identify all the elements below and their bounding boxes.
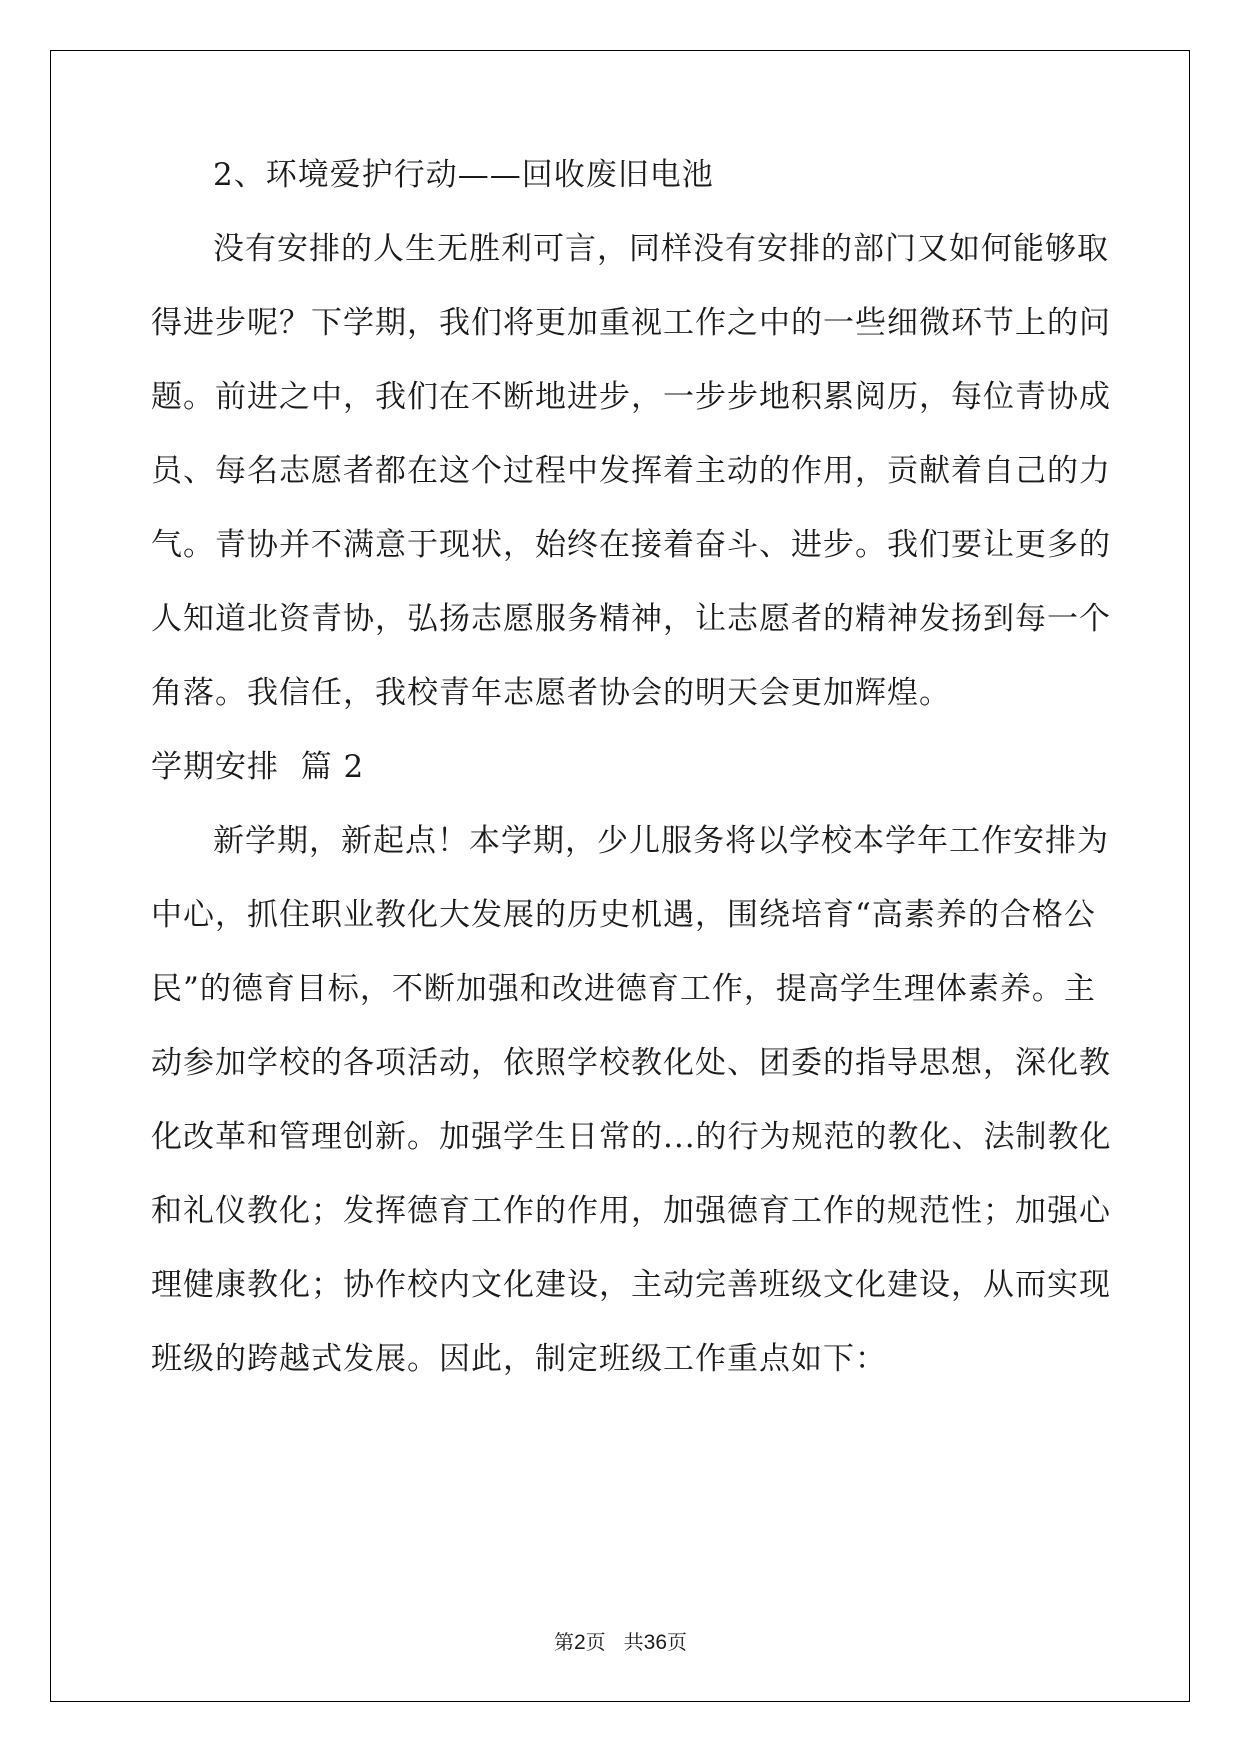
paragraph-line: 和礼仪教化；发挥德育工作的作用，加强德育工作的规范性；加强心 [151, 1193, 1111, 1229]
total-suffix: 页 [667, 1630, 688, 1654]
paragraph-line: 题。前进之中，我们在不断地进步，一步步地积累阅历，每位青协成 [151, 379, 1111, 415]
paragraph-line: 新学期，新起点！本学期，少儿服务将以学校本学年工作安排为 [213, 823, 1109, 859]
page-suffix: 页 [585, 1630, 606, 1654]
section-title: 学期安排 篇 2 [151, 749, 365, 785]
page-border [50, 50, 1190, 1702]
paragraph-line: 人知道北资青协，弘扬志愿服务精神，让志愿者的精神发扬到每一个 [151, 601, 1111, 637]
paragraph-line: 没有安排的人生无胜利可言，同样没有安排的部门又如何能够取 [213, 231, 1109, 267]
page-footer [0, 1630, 1241, 1655]
page-number: 2 [573, 1631, 586, 1654]
paragraph-line: 得进步呢？下学期，我们将更加重视工作之中的一些细微环节上的问 [151, 305, 1111, 341]
paragraph-line: 动参加学校的各项活动，依照学校教化处、团委的指导思想，深化教 [151, 1045, 1111, 1081]
paragraph-line: 民”的德育目标，不断加强和改进德育工作，提高学生理体素养。主 [151, 971, 1096, 1007]
paragraph-line: 员、每名志愿者都在这个过程中发挥着主动的作用，贡献着自己的力 [151, 453, 1111, 489]
paragraph-line: 理健康教化；协作校内文化建设，主动完善班级文化建设，从而实现 [151, 1267, 1111, 1303]
paragraph-line: 角落。我信任，我校青年志愿者协会的明天会更加辉煌。 [151, 675, 951, 711]
paragraph-line: 班级的跨越式发展。因此，制定班级工作重点如下： [151, 1341, 887, 1377]
section-heading: 2、环境爱护行动——回收废旧电池 [213, 157, 714, 193]
total-pages: 36 [643, 1631, 668, 1654]
page-prefix: 第 [553, 1630, 574, 1654]
paragraph-line: 气。青协并不满意于现状，始终在接着奋斗、进步。我们要让更多的 [151, 527, 1111, 563]
total-prefix: 共 [623, 1630, 644, 1654]
paragraph-line: 化改革和管理创新。加强学生日常的...的行为规范的教化、法制教化 [151, 1119, 1112, 1155]
paragraph-line: 中心，抓住职业教化大发展的历史机遇，围绕培育“高素养的合格公 [151, 897, 1096, 933]
